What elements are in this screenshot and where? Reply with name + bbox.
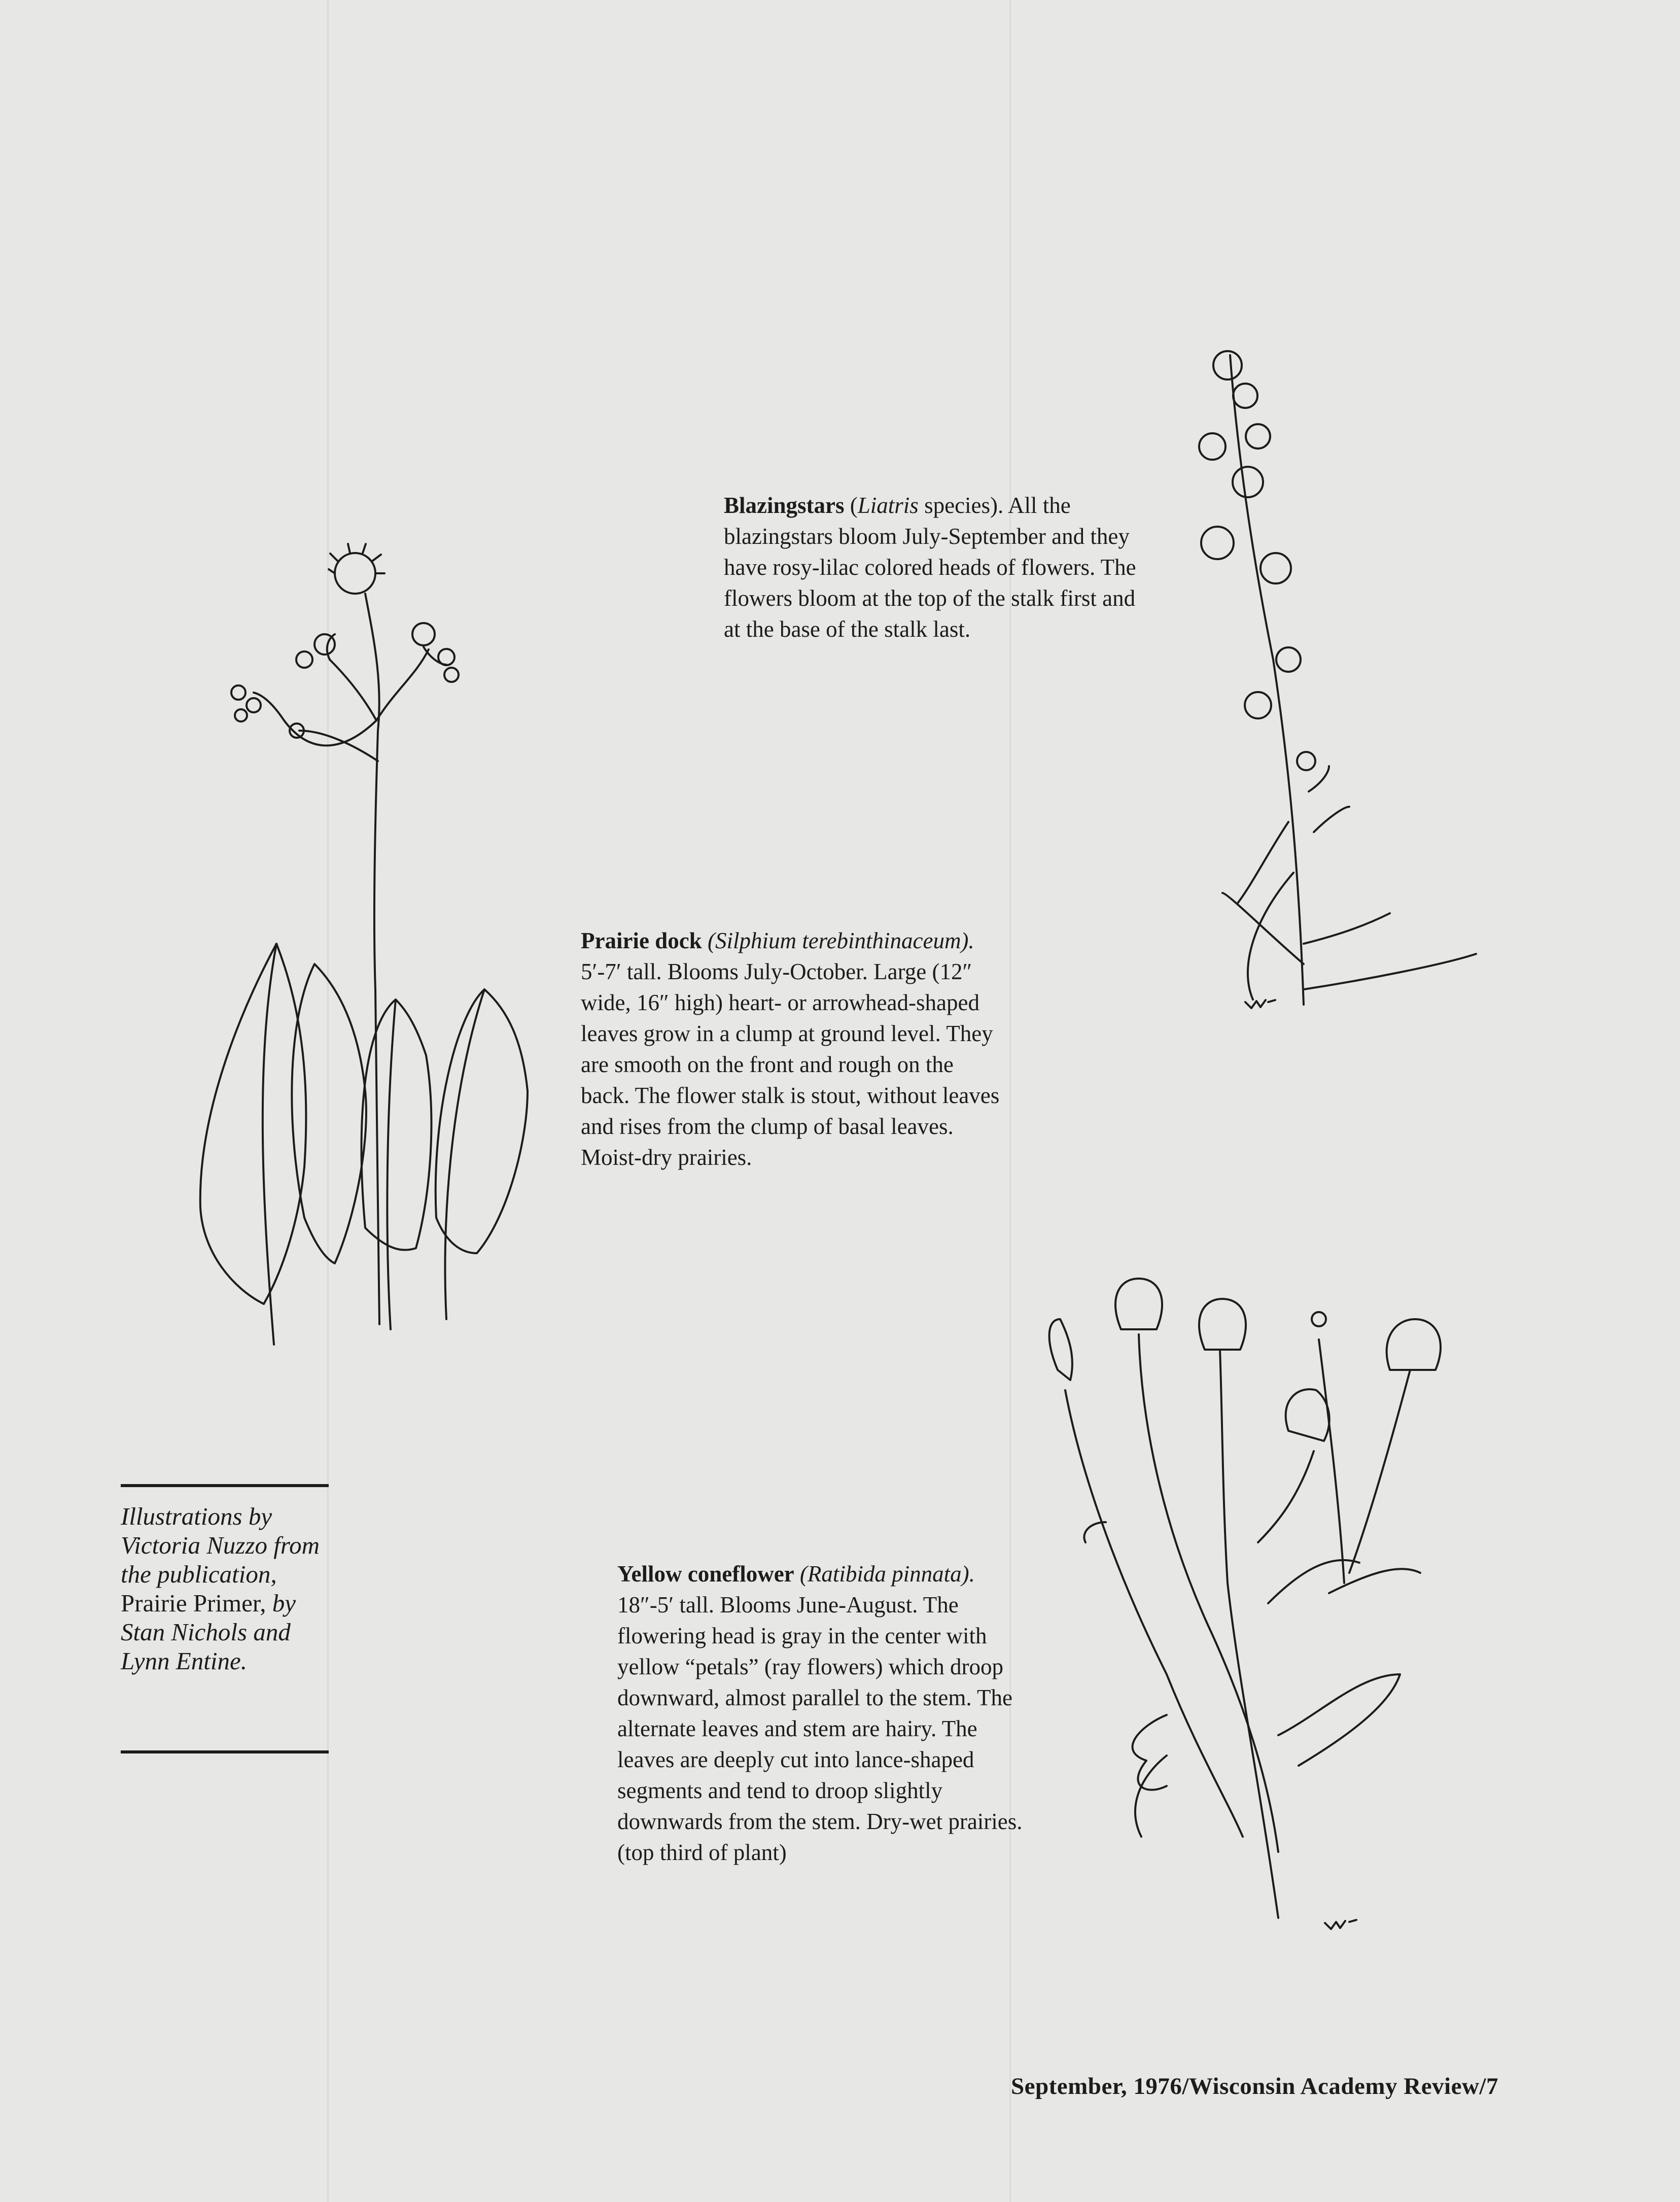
credit-line1: Illustrations by Victoria Nuzzo from the publication, <box>121 1502 320 1588</box>
page-footer: September, 1976/Wisconsin Academy Review/7 <box>1011 2073 1498 2100</box>
yellow-coneflower-body: 18″-5′ tall. Blooms June-August. The flowering head is gray in the center with yellow “petals” (ray flowers) which droop downward, almost parallel to the stem. The alternate leaves and stem are hairy. The leaves are deeply cut into lance-shaped segments and tend to droop slightly downwards from the stem. Dry-wet prairies. (top third of plant) <box>617 1592 1023 1865</box>
blazingstars-sci-open: ( <box>844 493 858 518</box>
prairie-dock-name: Prairie dock <box>581 928 702 953</box>
prairie-dock-sci: (Silphium terebinthinaceum). <box>702 928 974 953</box>
blazingstars-sci-rest: species). <box>918 493 1004 518</box>
credit-publication-title: Prairie Primer, <box>121 1589 266 1617</box>
yellow-coneflower-sci: (Ratibida pinnata). <box>794 1561 975 1587</box>
credit-line2: by Stan Nichols and Lynn Entine. <box>121 1589 296 1675</box>
blazingstars-sci: Liatris <box>857 493 919 518</box>
blazingstars-name: Blazingstars <box>724 493 845 518</box>
blazingstars-body: All the blazingstars bloom July-September and they have rosy-lilac colored heads of flowers. The flowers bloom at the top of the stalk first and at the base of the stalk last. <box>724 493 1136 642</box>
yellow-coneflower-name: Yellow coneflower <box>617 1561 794 1587</box>
prairie-dock-body: 5′-7′ tall. Blooms July-October. Large (12″ wide, 16″ high) heart- or arrowhead-shaped leaves grow in a clump at ground level. They are smooth on the front and rough on the back. The flower stalk is stout, without leaves and rises from the clump of basal leaves. Moist-dry prairies. <box>581 959 1000 1170</box>
